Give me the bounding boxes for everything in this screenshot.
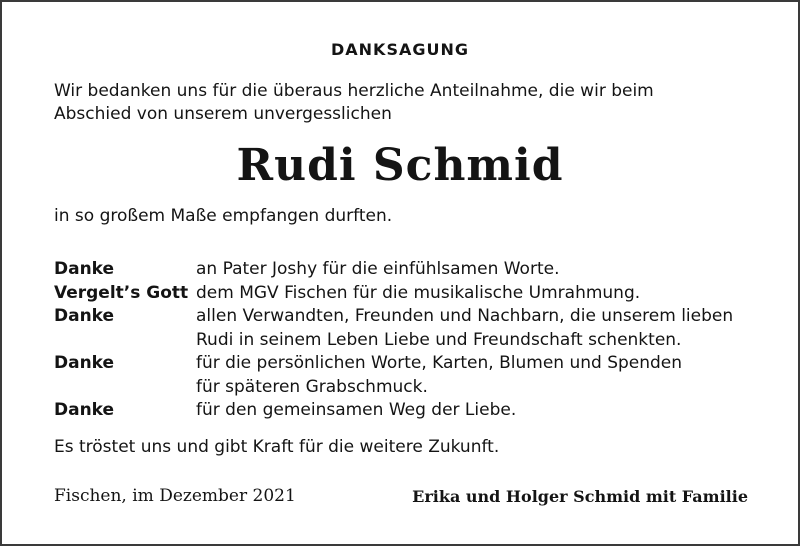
thanks-line: Rudi in seinem Leben Liebe und Freundschaft schenkten. xyxy=(196,329,682,350)
thanks-line: dem MGV Fischen für die musikalische Umrahmung. xyxy=(196,282,641,303)
thanks-text xyxy=(196,305,774,352)
thanks-row xyxy=(54,258,774,282)
received-line: in so großem Maße empfangen durften. xyxy=(54,206,393,226)
thanks-label: Danke xyxy=(54,259,115,279)
thanks-label: Vergelt’s Gott xyxy=(54,282,189,303)
thanks-text xyxy=(196,399,774,423)
thanks-line: für den gemeinsamen Weg der Liebe. xyxy=(196,400,517,420)
thanks-line: für die persönlichen Worte, Karten, Blumen und Spenden xyxy=(196,353,683,373)
thanks-list xyxy=(54,258,774,423)
thanks-label: Danke xyxy=(54,306,115,326)
notice-heading: DANKSAGUNG xyxy=(330,40,469,59)
thanks-text xyxy=(196,352,774,399)
intro-line-2: Abschied von unserem unvergesslichen xyxy=(54,104,392,124)
thanks-line: allen Verwandten, Freunden und Nachbarn, die unserem lieben xyxy=(196,306,734,326)
thanks-row xyxy=(54,305,774,352)
deceased-name: Rudi Schmid xyxy=(236,140,564,191)
family-signature: Erika und Holger Schmid mit Familie xyxy=(412,487,748,506)
thanks-label: Danke xyxy=(54,400,115,420)
thanks-line: für späteren Grabschmuck. xyxy=(196,376,428,397)
intro-line-1: Wir bedanken uns für die überaus herzliche Anteilnahme, die wir beim xyxy=(54,81,654,101)
intro-text xyxy=(54,80,754,126)
place-date: Fischen, im Dezember 2021 xyxy=(54,486,296,506)
thanks-row xyxy=(54,399,774,423)
thanks-label: Danke xyxy=(54,353,115,373)
thanks-line: an Pater Joshy für die einfühlsamen Worte. xyxy=(196,259,560,279)
thanks-row xyxy=(54,352,774,399)
thanks-row xyxy=(54,282,774,306)
thanks-text xyxy=(196,258,774,282)
closing-line: Es tröstet uns und gibt Kraft für die weitere Zukunft. xyxy=(54,437,500,457)
thanks-text xyxy=(196,282,774,306)
